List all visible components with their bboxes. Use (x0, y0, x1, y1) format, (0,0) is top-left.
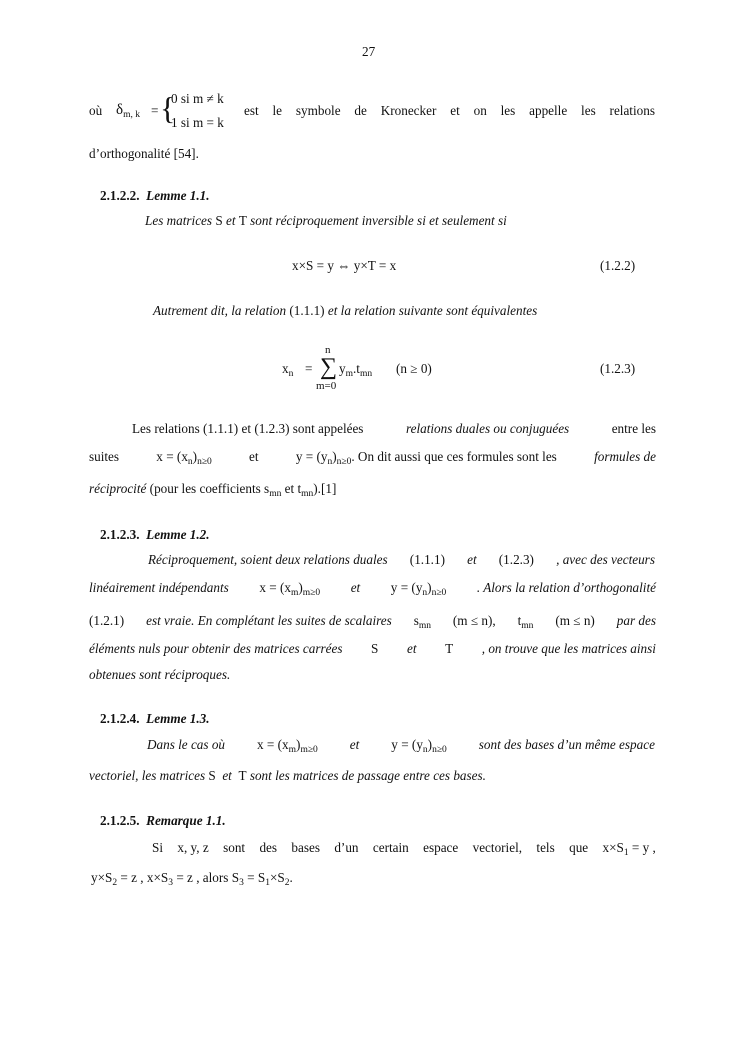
delta-symbol: $\delta_{m, k}$ (116, 102, 140, 120)
autrement-dit-line: Autrement dit, la relation (1.1.1) et la relation suivante sont équivalentes (153, 303, 538, 318)
remarque-line-1: Si x, y, z sont des bases d’un certain espace vectoriel, tels que $x\times S_1 = y$ , (152, 840, 656, 858)
section-heading: 2.1.2.4. Lemme 1.3. (100, 711, 210, 726)
eq-equals: = (305, 361, 313, 376)
sum-sigma-icon: ∑ (320, 354, 338, 380)
case-equal: 1 si m = k (171, 115, 224, 130)
para-line-1: Les relations (1.1.1) et (1.2.3) sont appelées relations duales ou conjuguées entre les (132, 421, 656, 436)
section-heading: 2.1.2.3. Lemme 1.2. (100, 527, 210, 542)
ou-word: où (89, 103, 103, 118)
kronecker-line2: d’orthogonalité [54]. (89, 146, 199, 161)
lemme-line-3: (1.2.1) est vraie. En complétant les suites de scalaires $s_{mn}$ (m ≤ n), $t_{mn}$ (m ≤ n) par des (89, 613, 656, 631)
equation-number: (1.2.2) (600, 258, 636, 273)
section-heading: 2.1.2.2. Lemme 1.1. (100, 188, 210, 203)
eq-left: $x_n$ (282, 361, 294, 379)
sum-upper-limit: n (325, 344, 331, 356)
equation-1-2-2: x×S = y ⇔ y×T = x (292, 258, 397, 273)
para-line-3: réciprocité (pour les coefficients $s_{mn}$ et $t_{mn}).[1]$ (89, 481, 337, 499)
kronecker-line1-words: est le symbole de Kronecker et on les appelle les relations (244, 103, 655, 118)
eq-condition: (n ≥ 0) (396, 361, 432, 376)
lemme-line-2: linéairement indépendants $x = (x_m)_{m\ge 0}$ et $y = (y_n)_{n\ge 0}$ . Alors la relation d’orthogonalité (89, 580, 656, 598)
lemme-statement: Les matrices S et T sont réciproquement inversible si et seulement si (145, 213, 507, 228)
page-number: 27 (362, 44, 376, 59)
section-heading: 2.1.2.5. Remarque 1.1. (100, 813, 226, 828)
equation-number: (1.2.3) (600, 361, 636, 376)
eq-term: $y_m.t_{mn}$ (339, 361, 373, 379)
lemme-line-1: Dans le cas où $x = (x_m)_{m\ge 0}$ et $y = (y_n)_{n\ge 0}$ sont des bases d’un même espace (147, 737, 655, 755)
remarque-line-2: $y\times S_2 = z$ , $x\times S_3 = z$ , alors $S_3 = S_1\times S_2$. (91, 870, 293, 888)
lemme-line-4: éléments nuls pour obtenir des matrices carrées S et T , on trouve que les matrices ainsi (89, 641, 656, 656)
sum-lower-limit: m=0 (316, 380, 337, 392)
equals-sign: = (151, 103, 159, 118)
para-line-2: suites $x = (x_n)_{n\ge 0}$ et $y = (y_n)_{n\ge 0}$. On dit aussi que ces formules sont les formules de (89, 449, 656, 467)
case-not-equal: 0 si m ≠ k (171, 91, 224, 106)
lemme-line-5: obtenues sont réciproques. (89, 667, 231, 682)
lemme-line-2: vectoriel, les matrices S et T sont les matrices de passage entre ces bases. (89, 768, 486, 783)
lemme-line-1: Réciproquement, soient deux relations duales (1.1.1) et (1.2.3) , avec des vecteurs (148, 552, 655, 567)
left-brace-icon: { (160, 90, 176, 126)
